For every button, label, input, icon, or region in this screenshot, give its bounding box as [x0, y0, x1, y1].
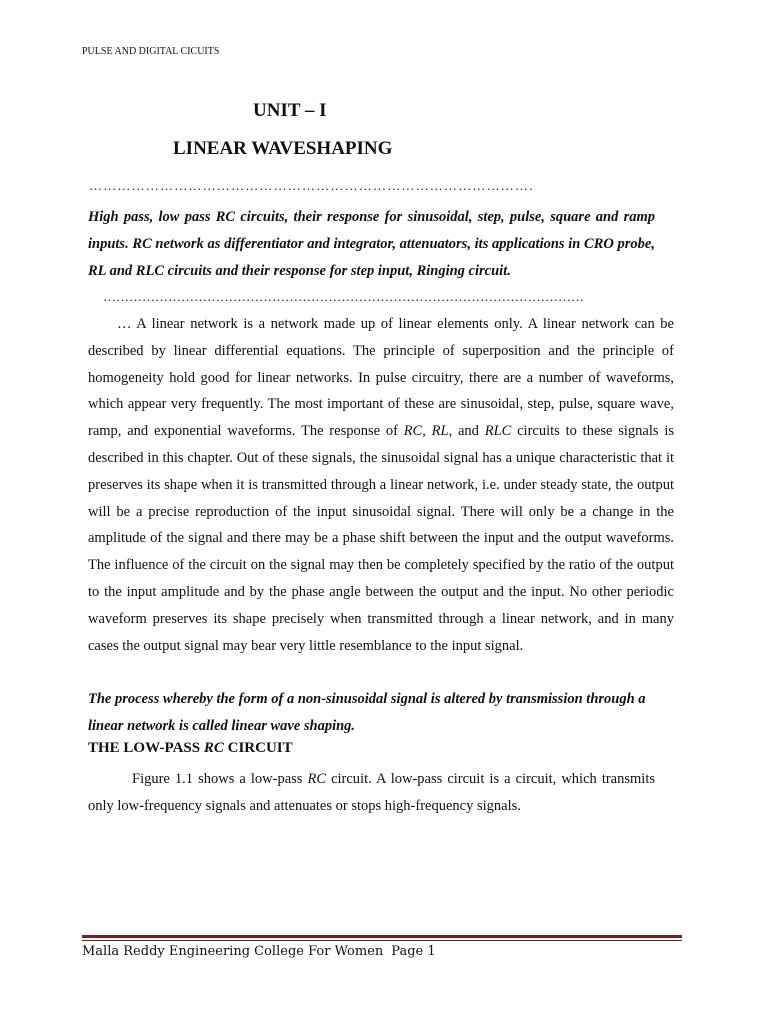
definition-statement: The process whereby the form of a non-sinusoidal signal is altered by transmission through a linear network is called linear wave shaping.: [88, 691, 646, 734]
figure-text-rc: RC: [307, 771, 327, 787]
chapter-title: LINEAR WAVESHAPING: [173, 138, 393, 159]
separator-dots-top: ………………………………………………………………………………….: [89, 178, 534, 193]
figure-text-post: circuit. A low-pass circuit is a circuit, which transmits only low-frequency signals and attenuates or stops high-frequency signals.: [88, 771, 655, 814]
section-heading: [88, 740, 293, 757]
intro-text-2: circuits to these signals is described in this chapter. Out of these signals, the sinusoidal signal has a unique characteristic that it preserves its shape when it is transmitted through a linear network, i.e. under steady state, the output will be a precise reproduction of the input sinusoidal signal. There will only be a change in the amplitude of the signal and there may be a phase shift between the input and the output waveforms. The influence of the circuit on the signal may then be completely specified by the ratio of the output to the input amplitude and by the phase angle between the output and the input. No other periodic waveform preserves its shape precisely when transmitted through a linear network, and in many cases the output signal may bear very little resemblance to the input signal.: [88, 423, 675, 654]
intro-sep-2: , and: [448, 423, 485, 440]
syllabus-summary: High pass, low pass RC circuits, their response for sinusoidal, step, pulse, square and ramp inputs. RC network as differentiator and integrator, attenuators, its applications in CRO probe, RL and RLC circuits and their response for step input, Ringing circuit.: [88, 209, 655, 279]
section-heading-post: CIRCUIT: [223, 740, 293, 756]
intro-paragraph: [88, 311, 674, 659]
term-rc: RC: [403, 423, 423, 440]
figure-paragraph: [88, 766, 655, 820]
term-rlc: RLC: [484, 423, 512, 440]
footer-page-number: Page 1: [391, 944, 436, 959]
footer-rule-thin: [82, 940, 682, 941]
page-footer: [82, 944, 436, 959]
running-header: PULSE AND DIGITAL CICUITS: [82, 46, 220, 57]
intro-sep-1: ,: [422, 423, 432, 440]
section-heading-rc: RC: [203, 740, 224, 756]
intro-text-1: … A linear network is a network made up of linear elements only. A linear network can be described by linear differential equations. The principle of superposition and the principle of homogeneity hold good for linear networks. In pulse circuitry, there are a number of waveforms, which appear very frequently. The most important of these are sinusoidal, step, pulse, square wave, ramp, and exponential waveforms. The response of: [88, 316, 674, 440]
footer-college: Malla Reddy Engineering College For Women: [82, 944, 384, 959]
figure-text-pre: Figure 1.1 shows a low-pass: [132, 771, 308, 787]
footer-rule-thick: [82, 935, 682, 938]
unit-title: UNIT – I: [253, 100, 327, 121]
separator-dots-bottom: …………………………………………………………………………………………………: [103, 289, 584, 304]
term-rl: RL: [431, 423, 449, 440]
section-heading-pre: THE LOW-PASS: [88, 740, 204, 756]
